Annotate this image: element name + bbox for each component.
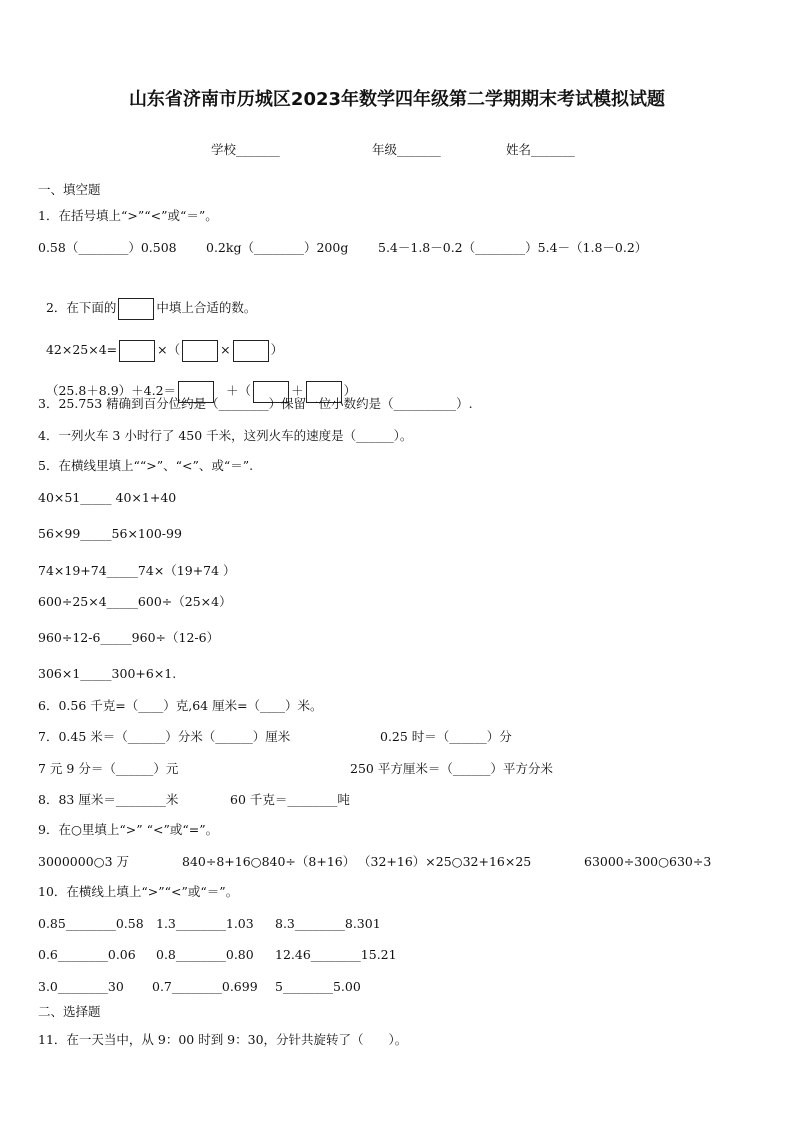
- section-multiple-choice: 二、选择题: [38, 1004, 101, 1019]
- q10-item: 0.8________0.80: [156, 947, 254, 962]
- q10-item: 5________5.00: [275, 979, 361, 994]
- q2-line2-d: ）: [343, 383, 357, 398]
- q9-stem: 9．在○里填上“>” “<”或“=”。: [38, 822, 219, 837]
- q1-item-a: 0.58（________）0.508: [38, 240, 177, 255]
- q9-item-d: 63000÷300○630÷3: [584, 854, 712, 869]
- q7-item-c: 7 元 9 分＝（______）元: [38, 761, 179, 776]
- q9-item-b: 840÷8+16○840÷（8+16）: [182, 854, 356, 869]
- q5-item: 74×19+74_____74×（19+74 ）: [38, 563, 236, 578]
- q10-item: 8.3________8.301: [275, 916, 381, 931]
- q7-item-d: 250 平方厘米＝（______）平方分米: [350, 761, 553, 776]
- q2-line2-b: ＋（: [226, 383, 252, 398]
- section-fill-blank: 一、填空题: [38, 182, 101, 197]
- q2-stem: [38, 272, 256, 320]
- q2-line1-d: ）: [270, 342, 284, 357]
- q2-stem-a: 2．在下面的: [45, 300, 117, 315]
- q2-line2-c: ＋: [291, 383, 304, 398]
- q5-item: 306×1_____300+6×1.: [38, 666, 177, 681]
- q2-line1-b: ×（: [157, 342, 181, 357]
- page-title: 山东省济南市历城区2023年数学四年级第二学期期末考试模拟试题: [128, 89, 666, 110]
- q10-item: 0.7________0.699: [152, 979, 258, 994]
- q5-item: 600÷25×4_____600÷（25×4）: [38, 594, 232, 609]
- q10-item: 0.6________0.06: [38, 947, 136, 962]
- q2-line1-a: 42×25×4=: [45, 342, 118, 357]
- name-field: 姓名_______: [506, 142, 575, 157]
- q1-item-b: 0.2kg（________）200g: [206, 240, 349, 255]
- q10-item: 12.46________15.21: [275, 947, 397, 962]
- q1-item-c: 5.4－1.8－0.2（________）5.4－（1.8－0.2）: [378, 240, 648, 255]
- grade-field: 年级_______: [372, 142, 441, 157]
- q4: 4．一列火车 3 小时行了 450 千米，这列火车的速度是（______）。: [38, 428, 413, 443]
- q8-item-a: 8．83 厘米＝________米: [38, 792, 179, 807]
- q10-item: 1.3________1.03: [156, 916, 254, 931]
- q6: 6．0.56 千克=（____）克,64 厘米=（____）米。: [38, 698, 323, 713]
- q5-stem: 5．在横线里填上““>”、“<”、或“＝”.: [38, 458, 254, 473]
- q1-stem: 1．在括号填上“>”“<”或“＝”。: [38, 208, 218, 223]
- q2-line1-c: ×: [220, 342, 231, 357]
- school-field: 学校_______: [211, 142, 280, 157]
- q3: 3．25.753 精确到百分位约是（________）保留一位小数约是（__________）.: [38, 396, 473, 411]
- q2-line2-a: （25.8＋8.9）＋4.2＝: [45, 383, 177, 398]
- q7-item-a: 7．0.45 米＝（______）分米（______）厘米: [38, 729, 291, 744]
- q10-stem: 10．在横线上填上“>”“<”或“＝”。: [38, 884, 239, 899]
- q5-item: 40×51_____ 40×1+40: [38, 490, 177, 505]
- q2-stem-b: 中填上合适的数。: [156, 300, 257, 315]
- q10-item: 3.0________30: [38, 979, 124, 994]
- q9-item-a: 3000000○3 万: [38, 854, 130, 869]
- q9-item-c: （32+16）×25○32+16×25: [358, 854, 532, 869]
- q5-item: 56×99_____56×100-99: [38, 526, 182, 541]
- q11: 11．在一天当中，从 9：00 时到 9：30，分针共旋转了（ ）。: [38, 1032, 408, 1047]
- q8-item-b: 60 千克＝________吨: [230, 792, 350, 807]
- q7-item-b: 0.25 时＝（______）分: [380, 729, 512, 744]
- q10-item: 0.85________0.58: [38, 916, 144, 931]
- q5-item: 960÷12-6_____960÷（12-6）: [38, 630, 220, 645]
